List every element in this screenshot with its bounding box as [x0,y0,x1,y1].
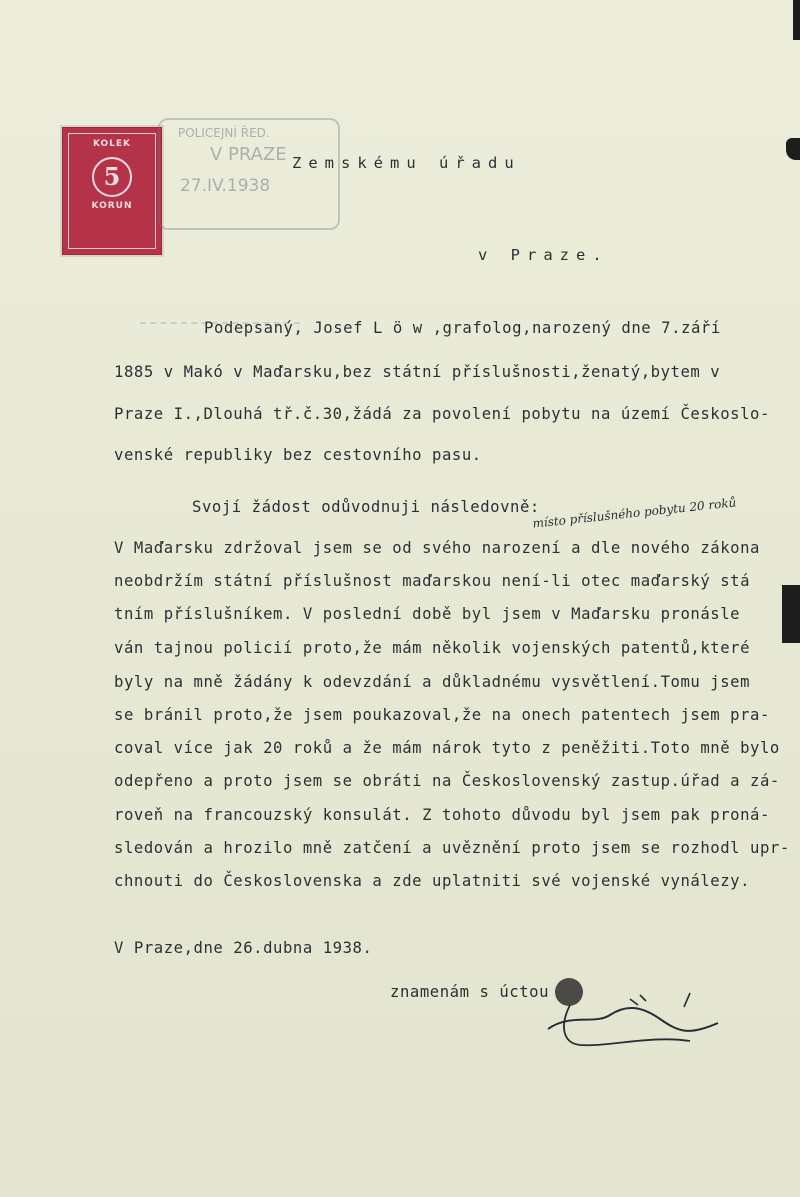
stamp-value: 5 [92,157,132,197]
body-line-7: coval více jak 20 roků a že mám nárok tyto z peněžiti.Toto mně bylo [114,739,780,757]
revenue-stamp [60,125,164,257]
closing-text: znamenám s úctou [390,983,550,1001]
intro-line-3: Praze I.,Dlouhá tř.č.30,žádá za povolení pobytu na území Českoslo- [114,405,770,423]
body-line-9: roveň na francouzský konsulát. Z tohoto důvodu byl jsem pak proná- [114,806,770,824]
handwritten-insertion: místo příslušného pobytu 20 roků [531,495,737,531]
postmark-line3: 27.IV.1938 [180,176,271,196]
body-line-8: odepřeno a proto jsem se obráti na Československý zastup.úřad a zá- [114,772,780,790]
faded-stamp-impression [140,262,300,324]
intro-line-2: 1885 v Makó v Maďarsku,bez státní příslušnosti,ženatý,bytem v [114,363,721,381]
stamp-top-text: KOLEK [92,139,132,149]
edge-binding-mark [782,585,800,643]
body-line-3: tním příslušníkem. V poslední době byl jsem v Maďarsku pronásle [114,605,741,623]
body-line-5: byly na mně žádány k odevzdání a důkladnému vysvětlení.Tomu jsem [114,673,751,691]
edge-punch-mark [786,138,800,160]
received-postmark [158,118,340,230]
stamp-unit-text: KORUN [91,201,133,211]
date-line: V Praze,dne 26.dubna 1938. [114,939,373,957]
addressee-office: Zemskému úřadu [292,154,521,172]
postmark-line1: POLICEJNÍ ŘED. [178,126,270,140]
body-line-6: se bránil proto,že jsem poukazoval,že na onech patentech jsem pra- [114,706,770,724]
body-line-10: sledován a hrozilo mně zatčení a uvěznění proto jsem se rozhodl upr- [114,839,790,857]
postmark-line2: V PRAZE [210,144,287,165]
edge-corner-mark [793,0,800,40]
body-line-4: ván tajnou policií proto,že mám několik vojenských patentů,které [114,639,751,657]
body-line-1: V Maďarsku zdržoval jsem se od svého narození a dle nového zákona [114,539,760,557]
handwritten-signature [540,985,730,1055]
body-line-11: chnouti do Československa a zde uplatniti své vojenské vynálezy. [114,872,751,890]
body-line-2: neobdržím státní příslušnost maďarskou není-li otec maďarský stá [114,572,751,590]
reason-heading: Svojí žádost odůvodnuji následovně: [192,498,540,516]
intro-line-1: Podepsaný, Josef L ö w ,grafolog,narozený dne 7.září [204,319,721,337]
intro-line-4: venské republiky bez cestovního pasu. [114,446,482,464]
addressee-city: v Praze. [478,246,609,264]
